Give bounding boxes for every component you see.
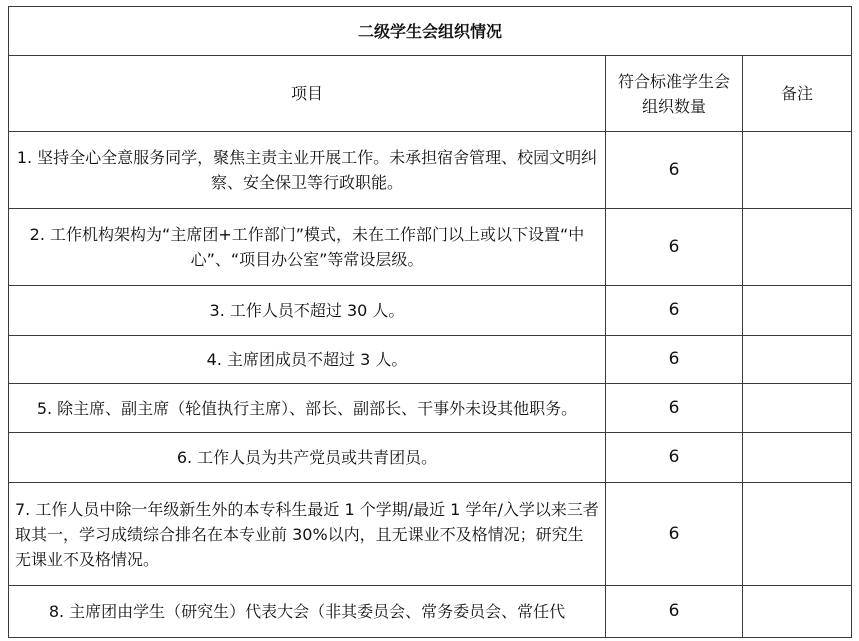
title-row	[9, 7, 852, 56]
header-note: 备注	[743, 56, 852, 132]
row-count-4: 6	[606, 336, 743, 384]
row-count-8: 6	[606, 586, 743, 638]
row-count-5: 6	[606, 384, 743, 433]
table-row	[9, 209, 852, 286]
row-note-4	[743, 336, 852, 384]
row-item-5: 5. 除主席、副主席（轮值执行主席）、部长、副部长、干事外未设其他职务。	[9, 384, 606, 433]
row-item-7: 7. 工作人员中除一年级新生外的本专科生最近 1 个学期/最近 1 学年/入学以来三者取其一，学习成绩综合排名在本专业前 30%以内，且无课业不及格情况；研究生无课业不及格情况。	[9, 483, 606, 586]
header-item: 项目	[9, 56, 606, 132]
row-note-8	[743, 586, 852, 638]
header-count: 符合标准学生会组织数量	[606, 56, 743, 132]
table-row	[9, 586, 852, 638]
row-note-3	[743, 286, 852, 336]
row-item-6: 6. 工作人员为共产党员或共青团员。	[9, 433, 606, 483]
row-item-2: 2. 工作机构架构为“主席团+工作部门”模式，未在工作部门以上或以下设置“中心”、“项目办公室”等常设层级。	[9, 209, 606, 286]
row-note-1	[743, 132, 852, 209]
table-row	[9, 132, 852, 209]
student-union-table	[8, 6, 852, 638]
row-count-7: 6	[606, 483, 743, 586]
row-item-8: 8. 主席团由学生（研究生）代表大会（非其委员会、常务委员会、常任代	[9, 586, 606, 638]
row-count-1: 6	[606, 132, 743, 209]
row-count-3: 6	[606, 286, 743, 336]
table-row	[9, 483, 852, 586]
header-row	[9, 56, 852, 132]
table-row	[9, 286, 852, 336]
table-row	[9, 384, 852, 433]
row-note-5	[743, 384, 852, 433]
row-item-3: 3. 工作人员不超过 30 人。	[9, 286, 606, 336]
row-item-1: 1. 坚持全心全意服务同学，聚焦主责主业开展工作。未承担宿舍管理、校园文明纠察、安全保卫等行政职能。	[9, 132, 606, 209]
row-item-4: 4. 主席团成员不超过 3 人。	[9, 336, 606, 384]
table-row	[9, 433, 852, 483]
row-note-7	[743, 483, 852, 586]
table-row	[9, 336, 852, 384]
row-note-6	[743, 433, 852, 483]
row-note-2	[743, 209, 852, 286]
row-count-6: 6	[606, 433, 743, 483]
table-title: 二级学生会组织情况	[9, 7, 852, 56]
row-count-2: 6	[606, 209, 743, 286]
